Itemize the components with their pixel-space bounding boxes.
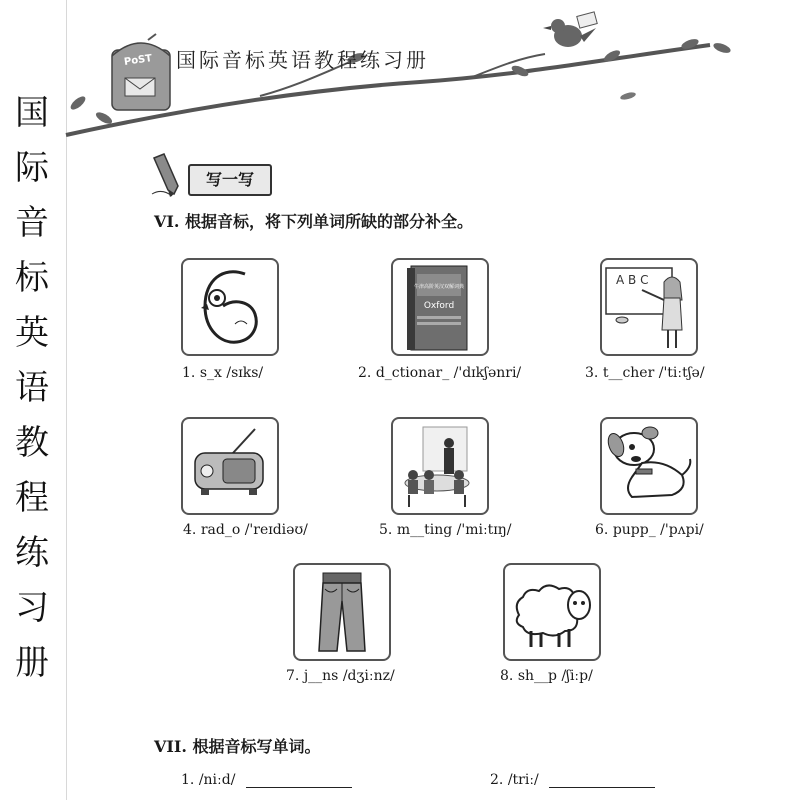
sidebar-char: 国 [15,93,49,133]
sidebar-char: 习 [15,588,49,628]
picture-puppy [600,417,698,515]
postbox-icon [112,34,170,110]
item-ipa: /triː/ [507,772,539,788]
picture-sheep [503,563,601,661]
item-ipa: /'miːtɪŋ/ [456,522,512,538]
item-caption [379,522,512,538]
sidebar-char: 语 [15,368,49,408]
sidebar-char: 程 [15,478,49,518]
picture-teacher [600,258,698,356]
item-number: 3. [585,365,599,381]
item-number: 5. [379,522,393,538]
item-word: j__ns [303,668,339,684]
book-cn-title: 牛津高阶英汉双解词典 [413,284,465,290]
pencil-icon [148,150,188,198]
exercise-instruction: 根据音标，将下列单词所缺的部分补全。 [185,212,474,231]
board-text: A B C [616,273,649,287]
item-ipa: /niːd/ [198,772,236,788]
item-ipa: /'pʌpi/ [660,522,704,538]
item-number: 2. [358,365,372,381]
sidebar-char: 册 [15,643,49,683]
book-title: Oxford [423,301,455,311]
section-tag: 写一写 [188,164,272,196]
item-caption [183,522,308,538]
item-word: m__ting [396,522,453,538]
bird-icon [543,12,597,47]
item-caption [585,365,705,381]
postbox-label: PoST [123,53,153,68]
item-caption [286,668,395,684]
item-number: 4. [183,522,197,538]
item-word: s_x [199,365,222,381]
exercise-6-heading [154,209,473,232]
sidebar-char: 际 [15,148,49,188]
picture-radio [181,417,279,515]
answer-blank[interactable] [246,773,352,788]
item-ipa: /'dɪkʃənri/ [453,365,522,381]
sidebar-char: 音 [15,203,49,243]
item-number: 8. [500,668,514,684]
sidebar-char: 标 [15,258,49,298]
item-number: 1. [181,772,195,788]
write-item [181,772,352,788]
item-ipa: /sɪks/ [226,365,264,381]
item-ipa: /dʒiːnz/ [342,668,395,684]
picture-meeting [391,417,489,515]
answer-blank[interactable] [549,773,655,788]
item-caption [595,522,704,538]
item-word: rad_o [200,522,241,538]
exercise-number: VII. [154,737,187,756]
item-ipa: /ʃiːp/ [561,668,593,684]
item-number: 1. [182,365,196,381]
exercise-7-heading [154,734,321,757]
sidebar-char: 教 [15,423,49,463]
item-ipa: /'tiːtʃə/ [658,365,705,381]
picture-dictionary [391,258,489,356]
header-branch-illustration [0,0,800,150]
item-number: 2. [490,772,504,788]
item-ipa: /'reɪdiəʊ/ [244,522,308,538]
item-word: pupp_ [612,522,656,538]
item-word: sh__p [517,668,557,684]
item-caption [358,365,521,381]
exercise-number: VI. [154,212,180,231]
item-number: 6. [595,522,609,538]
item-number: 7. [286,668,300,684]
picture-jeans [293,563,391,661]
sidebar-char: 英 [15,313,49,353]
write-item [490,772,655,788]
sidebar-char: 练 [15,533,49,573]
exercise-instruction: 根据音标写单词。 [192,737,321,756]
item-word: d_ctionar_ [375,365,450,381]
picture-six [181,258,279,356]
item-caption [500,668,593,684]
page-title: 国际音标英语教程练习册 [176,48,429,72]
item-word: t__cher [602,365,655,381]
item-caption [182,365,263,381]
